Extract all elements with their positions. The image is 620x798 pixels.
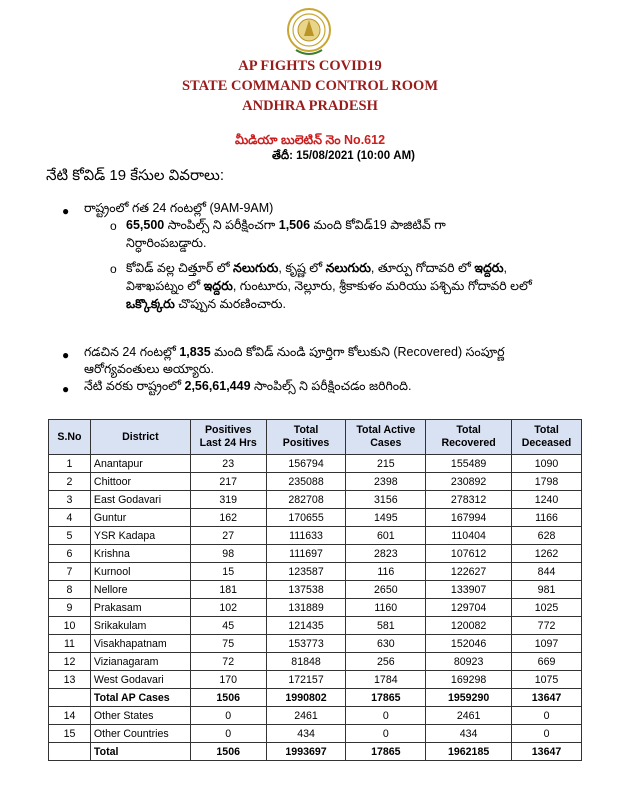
cell-positives-24h: 0 [190,707,266,725]
bullet-2-line2: ఆరోగ్యవంతులు అయ్యారు. [84,362,214,376]
cell-positives-24h: 319 [190,491,266,509]
cell-recovered: 230892 [426,473,512,491]
cell-sno: 10 [49,617,91,635]
cell-district: Kurnool [90,563,190,581]
cell-total-positives: 81848 [266,653,346,671]
cell-district: Chittoor [90,473,190,491]
district-cases-table [48,419,582,761]
table-row [49,563,582,581]
table-total-row [49,689,582,707]
deaths-count: ఒక్కొక్కరు [126,297,175,311]
cell-recovered: 152046 [426,635,512,653]
bullet-2 [84,344,504,361]
table-row [49,635,582,653]
deaths-text: కోవిడ్ వల్ల చిత్తూర్ లో [126,261,234,275]
cell-district: Srikakulam [90,617,190,635]
deaths-count: ఇద్దరు [203,279,233,293]
cell-positives-24h: 162 [190,509,266,527]
cell-district: Visakhapatnam [90,635,190,653]
cell-district: West Godavari [90,671,190,689]
bullet-dot: ● [62,382,70,396]
sub-bullet-2-line2 [126,278,532,295]
cell-recovered: 110404 [426,527,512,545]
cell-deceased: 669 [512,653,582,671]
cell-sno [49,743,91,761]
table-row [49,671,582,689]
table-row [49,581,582,599]
cell-sno: 15 [49,725,91,743]
sub-bullet-marker: o [110,219,117,233]
cell-sno: 8 [49,581,91,599]
positive-count: 1,506 [278,218,311,232]
cell-total-positives: 1990802 [266,689,346,707]
cell-active: 256 [346,653,426,671]
cell-district: YSR Kadapa [90,527,190,545]
table-row [49,527,582,545]
cell-total-positives: 1993697 [266,743,346,761]
table-row [49,653,582,671]
cell-district: Prakasam [90,599,190,617]
cell-positives-24h: 75 [190,635,266,653]
cell-recovered: 133907 [426,581,512,599]
header-positives-24h: Positives Last 24 Hrs [190,420,266,455]
cell-deceased: 1097 [512,635,582,653]
cell-total-positives: 137538 [266,581,346,599]
cell-sno: 6 [49,545,91,563]
cell-total-positives: 121435 [266,617,346,635]
cell-sno: 3 [49,491,91,509]
cell-deceased: 1262 [512,545,582,563]
cell-district: Anantapur [90,455,190,473]
date-value: 15/08/2021 (10:00 AM) [292,150,416,162]
cell-active: 581 [346,617,426,635]
bullet-dot: ● [62,348,70,362]
cell-sno: 11 [49,635,91,653]
cell-recovered: 122627 [426,563,512,581]
bullet-dot: ● [62,204,70,218]
cell-total-positives: 153773 [266,635,346,653]
cell-recovered: 434 [426,725,512,743]
cell-district: Guntur [90,509,190,527]
cell-district: Krishna [90,545,190,563]
cell-active: 2650 [346,581,426,599]
cell-active: 0 [346,707,426,725]
deaths-text: , తూర్పు గోదావరి లో [370,261,475,275]
deaths-text: , గుంటూరు, నెల్లూరు, శ్రీకాకుళం మరియు పశ్చిమ గోదావరి లలో [232,279,532,293]
deaths-text: , కృష్ణ లో [278,261,326,275]
header-recovered: Total Recovered [426,420,512,455]
cell-active: 1784 [346,671,426,689]
positive-text: మంది కోవిడ్19 పాజిటివ్ గా [310,218,446,232]
cell-positives-24h: 170 [190,671,266,689]
cell-positives-24h: 102 [190,599,266,617]
deaths-text: చొప్పున మరణించారు. [174,297,286,311]
cell-deceased: 1166 [512,509,582,527]
cell-total-positives: 170655 [266,509,346,527]
cell-recovered: 169298 [426,671,512,689]
samples-text: సాంపిల్స్ ని పరీక్షించగా [164,218,279,232]
deaths-count: ఇద్దరు [474,261,504,275]
cell-recovered: 1959290 [426,689,512,707]
deaths-text: , [503,261,508,275]
cell-deceased: 1798 [512,473,582,491]
cell-active: 1160 [346,599,426,617]
cell-district: Nellore [90,581,190,599]
deaths-count: నలుగురు [233,261,279,275]
deaths-text: విశాఖపట్నం లో [126,279,204,293]
cell-deceased: 1025 [512,599,582,617]
table-row [49,545,582,563]
bulletin-number: మీడియా బులెటిన్ నెం No.612 [234,133,386,147]
recovered-text: మంది కోవిడ్ నుండి పూర్తిగా కోలుకుని (Recovered) సంపూర్ణ [210,345,505,359]
cell-recovered: 120082 [426,617,512,635]
cell-active: 601 [346,527,426,545]
cell-deceased: 628 [512,527,582,545]
cell-deceased: 0 [512,707,582,725]
cell-active: 3156 [346,491,426,509]
cell-active: 1495 [346,509,426,527]
cell-positives-24h: 217 [190,473,266,491]
table-total-row [49,743,582,761]
recovered-count: 1,835 [179,345,211,359]
state-emblem [286,6,332,58]
cell-district: Total AP Cases [90,689,190,707]
sub-bullet-2-line3 [126,296,286,313]
cell-deceased: 13647 [512,743,582,761]
cell-sno [49,689,91,707]
cell-sno: 7 [49,563,91,581]
table-row [49,599,582,617]
cell-active: 2398 [346,473,426,491]
cell-positives-24h: 1506 [190,743,266,761]
sub-bullet-1 [126,217,446,234]
bullet-3 [84,378,411,395]
cell-sno: 14 [49,707,91,725]
section-heading: నేటి కోవిడ్ 19 కేసుల వివరాలు: [46,167,224,184]
cell-deceased: 13647 [512,689,582,707]
header-district: District [90,420,190,455]
cell-active: 0 [346,725,426,743]
cell-sno: 5 [49,527,91,545]
samples-count: 65,500 [126,218,165,232]
cell-positives-24h: 72 [190,653,266,671]
header-title: AP FIGHTS COVID19 [238,58,382,74]
cell-recovered: 167994 [426,509,512,527]
cell-deceased: 844 [512,563,582,581]
cell-sno: 4 [49,509,91,527]
header-deceased: Total Deceased [512,420,582,455]
cell-recovered: 129704 [426,599,512,617]
header-subtitle: STATE COMMAND CONTROL ROOM [181,78,439,94]
cell-total-positives: 172157 [266,671,346,689]
cell-total-positives: 123587 [266,563,346,581]
cell-deceased: 1240 [512,491,582,509]
sub-bullet-2 [126,260,507,277]
header-state: ANDHRA PRADESH [242,98,378,114]
cell-active: 2823 [346,545,426,563]
cell-sno: 13 [49,671,91,689]
table-row [49,617,582,635]
bulletin-date [272,149,415,165]
cell-deceased: 1075 [512,671,582,689]
cell-active: 17865 [346,743,426,761]
table-header-row [49,420,582,455]
cell-active: 630 [346,635,426,653]
cell-positives-24h: 0 [190,725,266,743]
cell-positives-24h: 181 [190,581,266,599]
bullet-1: రాష్ట్రంలో గత 24 గంటల్లో (9AM-9AM) [84,201,274,215]
cell-sno: 9 [49,599,91,617]
cell-positives-24h: 27 [190,527,266,545]
table-row [49,509,582,527]
cell-district: Total [90,743,190,761]
cell-recovered: 2461 [426,707,512,725]
date-label: తేదీ: [272,150,293,162]
header-total-positives: Total Positives [266,420,346,455]
cell-recovered: 1962185 [426,743,512,761]
table-row [49,455,582,473]
cell-sno: 12 [49,653,91,671]
cell-deceased: 1090 [512,455,582,473]
cell-recovered: 155489 [426,455,512,473]
cell-district: Other States [90,707,190,725]
cell-total-positives: 282708 [266,491,346,509]
cell-total-positives: 2461 [266,707,346,725]
cell-positives-24h: 1506 [190,689,266,707]
cell-positives-24h: 45 [190,617,266,635]
table-row [49,707,582,725]
cell-deceased: 981 [512,581,582,599]
cell-deceased: 772 [512,617,582,635]
cell-district: East Godavari [90,491,190,509]
cell-active: 17865 [346,689,426,707]
cell-positives-24h: 98 [190,545,266,563]
cell-total-positives: 434 [266,725,346,743]
recovered-text: గడచిన 24 గంటల్లో [84,345,180,359]
samples-total-count: 2,56,61,449 [184,379,251,393]
cell-recovered: 278312 [426,491,512,509]
sub-bullet-1-line2: నిర్ధారింపబడ్డారు. [126,236,207,250]
samples-total-text: సాంపిల్స్ ని పరీక్షించడం జరిగింది. [250,379,412,393]
cell-total-positives: 111633 [266,527,346,545]
samples-total-text: నేటి వరకు రాష్ట్రంలో [84,379,185,393]
sub-bullet-marker: o [110,262,117,276]
deaths-count: నలుగురు [325,261,371,275]
cell-total-positives: 156794 [266,455,346,473]
cell-sno: 2 [49,473,91,491]
cell-positives-24h: 23 [190,455,266,473]
cell-total-positives: 235088 [266,473,346,491]
cell-total-positives: 111697 [266,545,346,563]
cell-positives-24h: 15 [190,563,266,581]
cell-district: Vizianagaram [90,653,190,671]
cell-active: 215 [346,455,426,473]
table-row [49,725,582,743]
cell-active: 116 [346,563,426,581]
cell-sno: 1 [49,455,91,473]
header-active-cases: Total Active Cases [346,420,426,455]
table-row [49,491,582,509]
cell-deceased: 0 [512,725,582,743]
cell-total-positives: 131889 [266,599,346,617]
header-sno: S.No [49,420,91,455]
cell-recovered: 80923 [426,653,512,671]
cell-district: Other Countries [90,725,190,743]
table-row [49,473,582,491]
cell-recovered: 107612 [426,545,512,563]
